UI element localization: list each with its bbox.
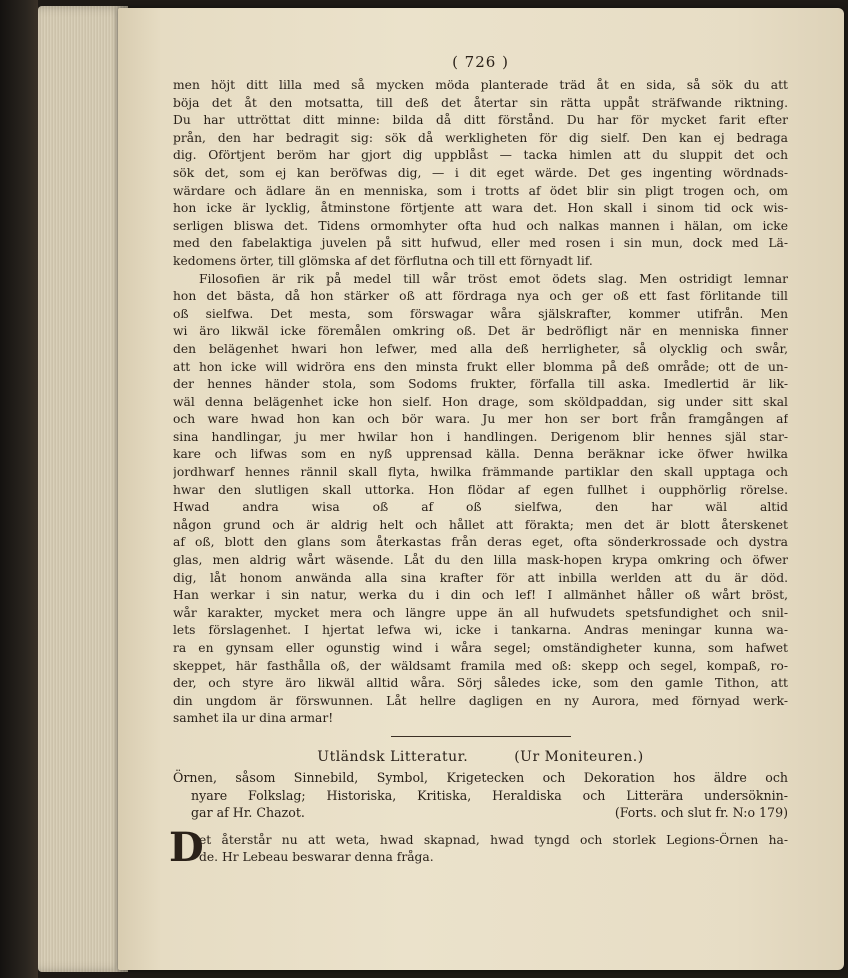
book-page: [118, 8, 844, 970]
text-line: med den fabelaktiga juvelen på sitt hufwud, eller med rosen i sin mun, dock med Lä-: [173, 236, 788, 251]
text-line: böja det åt den motsatta, till deß det återtar sin rätta uppåt sträfwande riktning.: [173, 95, 788, 110]
notice-continuation: (Forts. och slut fr. N:o 179): [614, 805, 788, 821]
text-line: jordhwarf hennes rännil skall flyta, hwilka främmande partiklar den skall upptaga och: [173, 465, 788, 480]
drop-cap: D: [169, 823, 204, 871]
text-line: ra en gynsam eller ogunstig wind i wåra segel; omständigheter kunna, som hafwet: [173, 641, 788, 655]
text-line: serligen bliswa det. Tidens ormomhyter ofta hud och nalkas mannen i hälan, om icke: [173, 218, 788, 233]
text-line: kedomens örter, till glömska af det förflutna och till ett förnyadt lif.: [173, 253, 593, 268]
text-line: et återstår nu att weta, hwad skapnad, hwad tyngd och storlek Legions-Örnen ha-: [199, 832, 788, 847]
section-title: Utländsk Litteratur.: [317, 748, 469, 765]
text-line: af oß, blott den glans som återkastas från deras eget, ofta sönderkrossade och dystra: [173, 535, 788, 550]
text-line: prån, den har bedragit sig: sök då werkligheten för dig sielf. Den kan ej bedraga: [173, 130, 788, 145]
text-line: men höjt ditt lilla med så mycken möda planterade träd åt en sida, så sök du att: [173, 78, 788, 92]
section-source: (Ur Moniteuren.): [514, 748, 644, 765]
text-line: hon icke är lycklig, åtminstone förtjente att wara det. Hon skall i sinom tid ock wis-: [173, 201, 788, 216]
page-content: [169, 53, 788, 871]
text-line: der, och styre äro likwäl alltid wåra. Sörj således icke, som den gamle Tithon, att: [173, 676, 788, 691]
text-line: wäl denna belägenhet icke hon sielf. Hon drage, som sköldpaddan, sig under sitt skal: [173, 394, 788, 409]
section-divider: [391, 736, 571, 737]
notice-author: gar af Hr. Chazot.: [191, 805, 305, 821]
text-line: de. Hr Lebeau beswarar denna fråga.: [199, 850, 434, 865]
text-line: samhet ila ur dina armar!: [173, 711, 334, 726]
text-line: Filosofien är rik på medel till wår tröst emot ödets slag. Men ostridigt lemnar: [199, 271, 788, 286]
text-line: att hon icke will widröra ens den minsta frukt eller blomma på deß område; ott de un-: [173, 359, 788, 374]
text-line: sök det, som ej kan beröfwas dig, — i dit eget wärde. Det ges ingenting wördnads-: [173, 165, 788, 180]
text-line: kare och lifwas som en nyß upprensad källa. Denna beräknar icke öfwer hwilka: [173, 447, 788, 462]
text-line: Du har uttröttat ditt minne: bilda då ditt förstånd. Du har för mycket farit efter: [173, 113, 788, 128]
text-line: Han werkar i sin natur, werka du i din och lef! I allmänhet håller oß wårt bröst,: [173, 588, 788, 603]
notice-line: [173, 804, 788, 822]
text-line: och ware hwad hon kan och bör wara. Ju mer hon ser bort från framgången af: [173, 412, 788, 427]
notice-line: Örnen, såsom Sinnebild, Symbol, Krigetecken och Dekoration hos äldre och: [173, 769, 788, 785]
text-line: hwar den slutligen skall uttorka. Hon flödar af egen fullhet i oupphörlig rörelse.: [173, 482, 788, 497]
text-line: wi äro likwäl icke föremålen omkring oß. Det är bedröfligt när en menniska finner: [173, 324, 788, 339]
page-edges: [38, 6, 128, 972]
article-body: [173, 77, 788, 728]
text-line: dig. Oförtjent beröm har gjort dig uppblåst — tacka himlen att du sluppit det och: [173, 148, 788, 163]
text-line: din ungdom är förswunnen. Låt hellre dagligen en ny Aurora, med förnyad werk-: [173, 693, 788, 708]
text-line: den belägenhet hwari hon lefwer, med alla deß herrligheter, så olycklig och swår,: [173, 341, 788, 356]
text-line: wärdare och ädlare än en menniska, som i trotts af ödet blir sin pligt trogen och, om: [173, 183, 788, 198]
page-number: ( 726 ): [452, 53, 509, 71]
text-line: skeppet, här fasthålla oß, der wäldsamt framila med oß: skepp och segel, kompaß, ro-: [173, 658, 788, 673]
book-spine: [0, 0, 38, 978]
text-line: dig, låt honom anwända alla sina krafter för att inbilla werlden att du är död.: [173, 570, 788, 585]
text-line: Hwad andra wisa oß af oß sielfwa, den har wäl altid: [173, 500, 788, 515]
book-notice: [173, 769, 788, 822]
text-line: oß sielfwa. Det mesta, som förswagar wåra själskrafter, kommer utifrån. Men: [173, 306, 788, 321]
closing-paragraph: [169, 823, 788, 871]
text-line: wår karakter, mycket mera och längre uppe än all hufwudets spetsfundighet och snil-: [173, 605, 788, 620]
text-line: der hennes händer stola, som Sodoms frukter, förfalla till aska. Imedlertid är lik-: [173, 377, 788, 392]
text-line: glas, men aldrig wårt wäsende. Låt du den lilla mask-hopen krypa omkring och öfwer: [173, 553, 788, 568]
text-line: lets förslagenhet. I hjertat lefwa wi, icke i tankarna. Andras meningar kunna wa-: [173, 623, 788, 638]
section-heading: [173, 749, 788, 765]
text-line: någon grund och är aldrig helt och hållet att förakta; men det är blott återskenet: [173, 517, 788, 532]
text-line: hon det bästa, då hon stärker oß att fördraga nya och ger oß ett fast förlitande till: [173, 289, 788, 304]
text-line: sina handlingar, ju mer hwilar hon i handlingen. Derigenom blir hennes själ star-: [173, 429, 788, 444]
notice-line: nyare Folkslag; Historiska, Kritiska, Heraldiska och Litterära undersöknin-: [191, 787, 788, 803]
